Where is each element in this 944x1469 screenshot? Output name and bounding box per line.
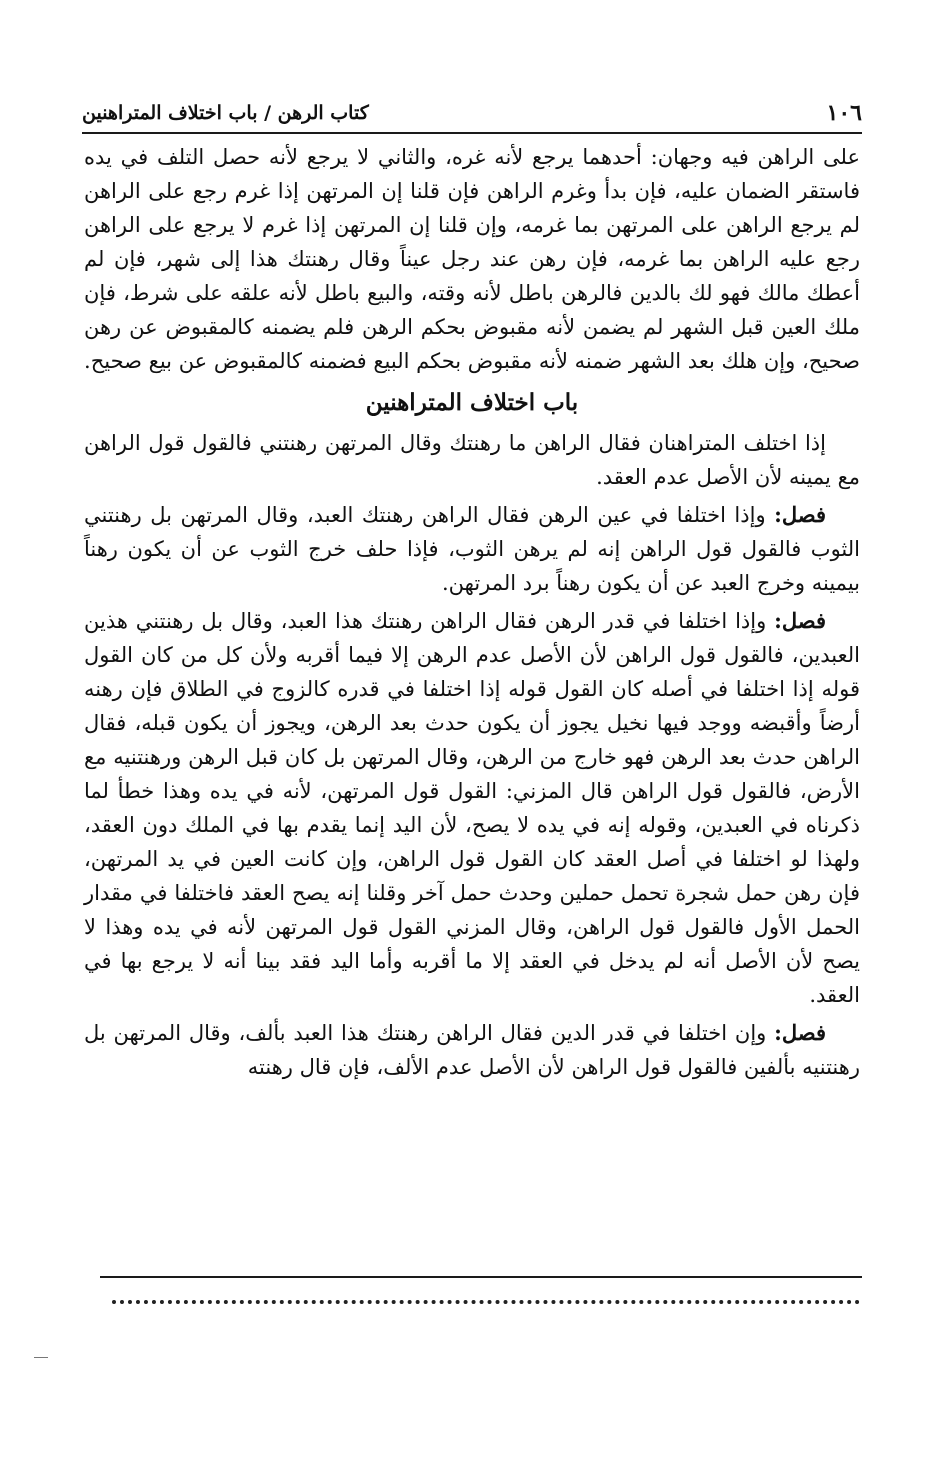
fasl-paragraph-1 <box>84 498 860 600</box>
page-number: ١٠٦ <box>826 100 862 126</box>
continuation-paragraph: على الراهن فيه وجهان: أحدهما يرجع لأنه غره، والثاني لا يرجع لأنه حصل التلف في يده فاستقر الضمان عليه، فإن بدأ وغرم الراهن فإن قلنا إن المرتهن إذا غرم رجع على الراهن لم يرجع الراهن على المرتهن بما غرمه، وإن قلنا إن المرتهن إذا غرم لا يرجع على الراهن رجع عليه الراهن بما غرمه، فإن رهن عند رجل عيناً وقال رهنتك هذا إلى شهر، فإن لم أعطك مالك فهو لك بالدين فالرهن باطل لأنه وقته، والبيع باطل لأنه علقه على شرط، فإن ملك العين قبل الشهر لم يضمن لأنه مقبوض بحكم الرهن فلم يضمنه كالمقبوض عن رهن صحيح، وإن هلك بعد الشهر ضمنه لأنه مقبوض بحكم البيع فضمنه كالمقبوض عن بيع صحيح. <box>84 145 860 373</box>
margin-mark <box>34 1357 48 1358</box>
page-body <box>84 140 860 1084</box>
fasl-paragraph-3 <box>84 1016 860 1084</box>
fasl-lead-1: فصل: <box>774 502 826 527</box>
section-title: باب اختلاف المتراهنين <box>365 389 579 416</box>
footnote-separator <box>100 1276 862 1278</box>
fasl-text-2: وإذا اختلفا في قدر الرهن فقال الراهن رهنتك هذا العبد، وقال بل رهنتني هذين العبدين، فالقول قول الراهن لأن الأصل عدم الرهن إلا فيما أقربه ولأن كل من كان القول قوله إذا اختلفا في أصله كان القول قوله إذا اختلفا في قدره كالزوج في الطلاق فإن رهنه أرضاً وأقبضه ووجد فيها نخيل يجوز أن يكون حدث بعد الرهن، ويجوز أن يكون قبله، فقال الراهن حدث بعد الرهن فهو خارج من الرهن، وقال المرتهن بل كان قبل الرهن ورهنتنيه مع الأرض، فالقول قول الراهن قال المزني: القول قول المرتهن، لأنه في يده وهذا خطأ لما ذكرناه في العبدين، وقوله إنه في يده لا يصح، لأن اليد إنما يقدم بها في الملك دون العقد، ولهذا لو اختلفا في أصل العقد كان القول قول الراهن، وإن كانت العين في يد المرتهن، فإن رهن حمل شجرة تحمل حملين وحدث حمل آخر وقلنا إنه يصح العقد فاختلفا في مقدار الحمل الأول فالقول قول الراهن، وقال المزني القول قول المرتهن لأنه في يده وهذا لا يصح لأن الأصل أنه لم يدخل في العقد إلا ما أقربه وأما اليد فقد بينا أنه لا يرجع بها في العقد. <box>84 609 860 1007</box>
footnote-dotted-line <box>112 1300 860 1304</box>
fasl-paragraph-2 <box>84 604 860 1012</box>
intro-paragraph: إذا اختلف المتراهنان فقال الراهن ما رهنتك وقال المرتهن رهنتني فالقول قول الراهن مع يمينه لأن الأصل عدم العقد. <box>84 431 860 489</box>
fasl-lead-2: فصل: <box>774 608 826 633</box>
fasl-text-1: وإذا اختلفا في عين الرهن فقال الراهن رهنتك العبد، وقال المرتهن بل رهنتني الثوب فالقول قول الراهن إنه لم يرهن الثوب، فإذا حلف خرج الثوب عن أن يكون رهناً بيمينه وخرج العبد عن أن يكون رهناً برد المرتهن. <box>84 503 860 595</box>
page-header <box>82 96 862 134</box>
fasl-lead-3: فصل: <box>774 1020 827 1045</box>
running-title: كتاب الرهن / باب اختلاف المتراهنين <box>82 102 369 124</box>
fasl-text-3: وإن اختلفا في قدر الدين فقال الراهن رهنتك هذا العبد بألف، وقال المرتهن بل رهنتنيه بألفين فالقول قول الراهن لأن الأصل عدم الألف، فإن قال رهنته <box>84 1021 860 1079</box>
